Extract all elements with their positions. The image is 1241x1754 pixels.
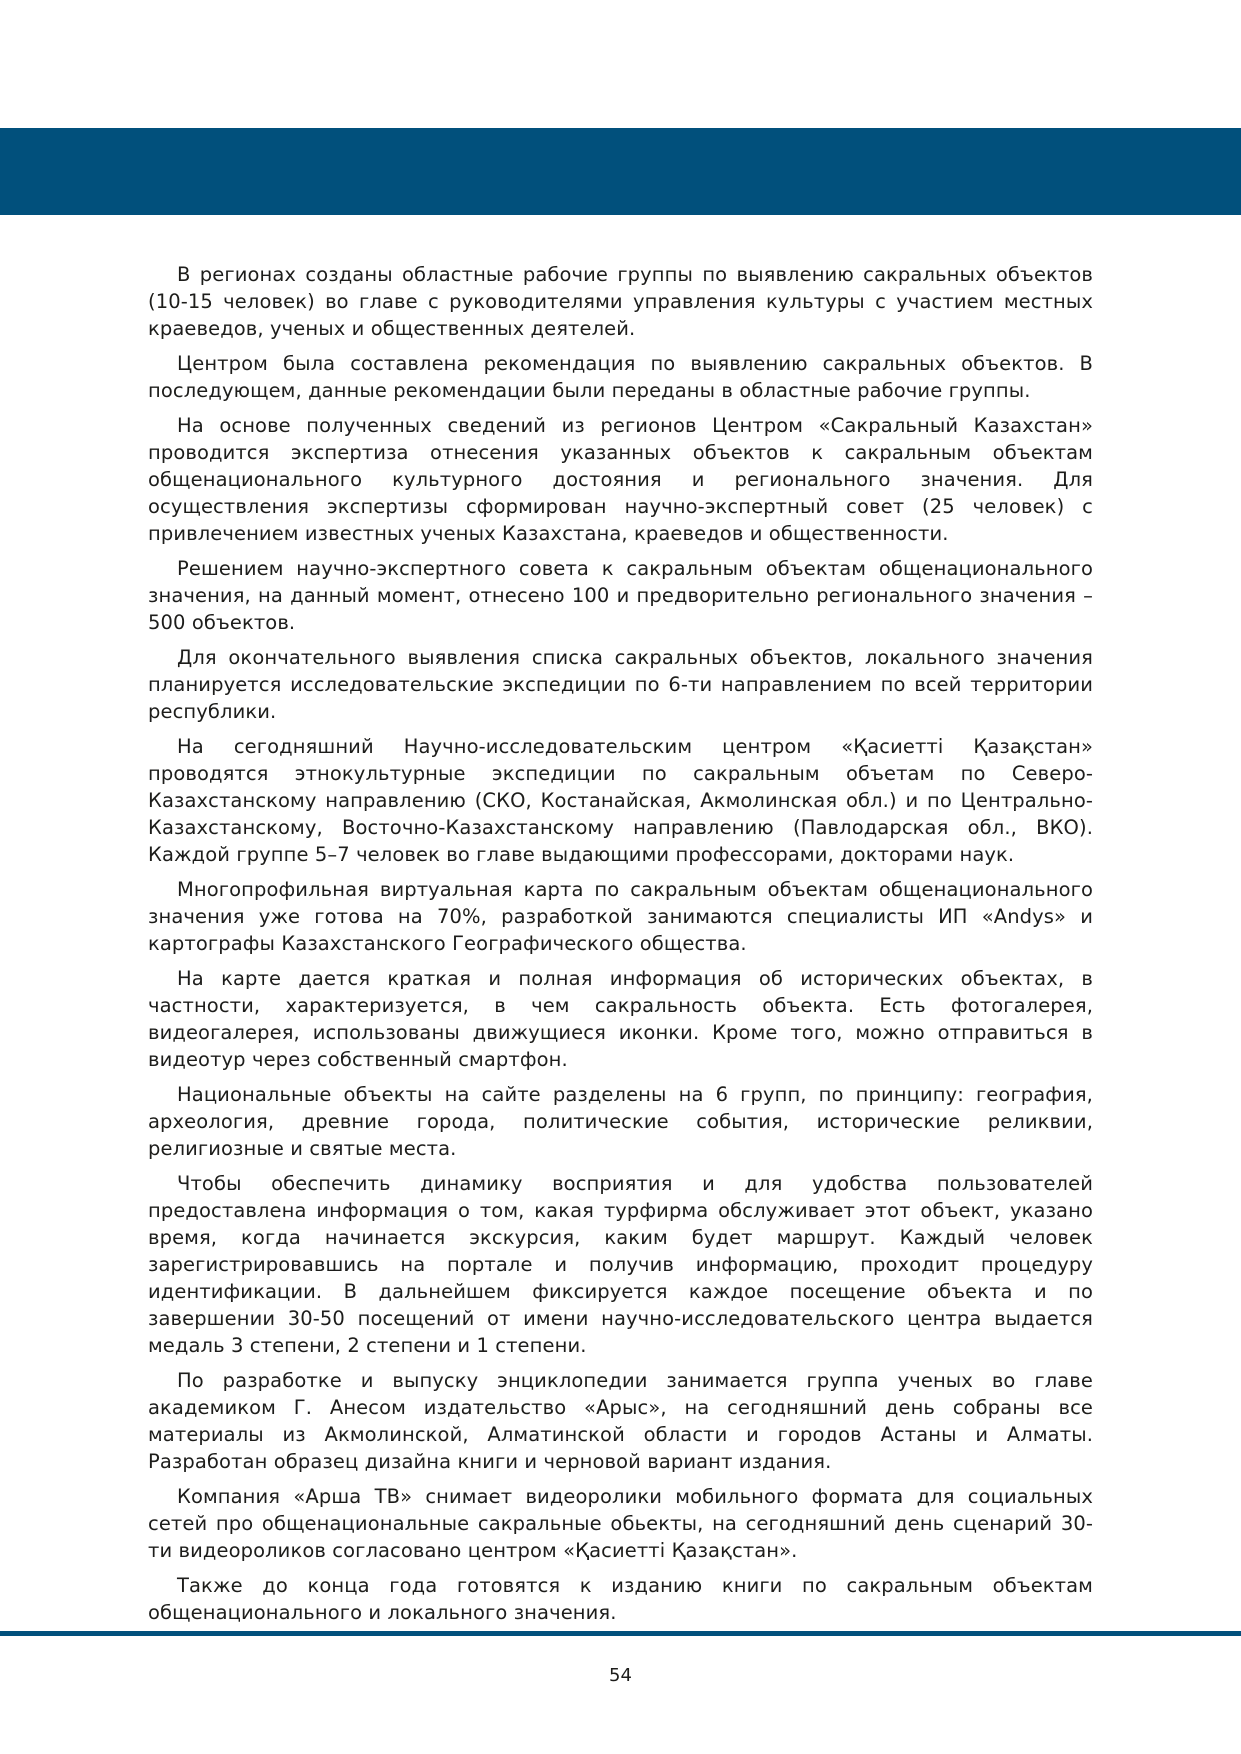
paragraph: Многопрофильная виртуальная карта по сакральным объектам общенационального значения уже готова на 70%, разработкой занимаются специалисты ИП «Andys» и картографы Казахстанского Географического общества. [148, 878, 1093, 955]
paragraph: По разработке и выпуску энциклопедии занимается группа ученых во главе академиком Г. Анесом издательство «Арыс», на сегодняшний день собраны все материалы из Акмолинской, Алматинской области и городов Астаны и Алматы. Разработан образец дизайна книги и черновой вариант издания. [148, 1369, 1093, 1473]
paragraph: Также до конца года готовятся к изданию книги по сакральным объектам общенационального и локального значения. [148, 1574, 1093, 1624]
paragraph: Чтобы обеспечить динамику восприятия и для удобства пользователей предоставлена информация о том, какая турфирма обслуживает этот объект, указано время, когда начинается экскурсия, каким будет маршрут. Каждый человек зарегистрировавшись на портале и получив информацию, проходит процедуру идентификации. В дальнейшем фиксируется каждое посещение объекта и по завершении 30-50 посещений от имени научно-исследовательского центра выдается медаль 3 степени, 2 степени и 1 степени. [148, 1172, 1093, 1357]
paragraph: На карте дается краткая и полная информация об исторических объектах, в частности, характеризуется, в чем сакральность объекта. Есть фотогалерея, видеогалерея, использованы движущиеся иконки. Кроме того, можно отправиться в видеотур через собственный смартфон. [148, 967, 1093, 1071]
header-band [0, 128, 1241, 215]
paragraph: На сегодняшний Научно-исследовательским центром «Қасиетті Қазақстан» проводятся этнокультурные экспедиции по сакральным объетам по Северо-Казахстанскому направлению (СКО, Костанайская, Акмолинская обл.) и по Центрально-Казахстанскому, Восточно-Казахстанскому направлению (Павлодарская обл., ВКО). Каждой группе 5–7 человек во главе выдающими профессорами, докторами наук. [148, 735, 1093, 866]
paragraph: Решением научно-экспертного совета к сакральным объектам общенационального значения, на данный момент, отнесено 100 и предворительно регионального значения – 500 объектов. [148, 557, 1093, 634]
paragraph: Национальные объекты на сайте разделены на 6 групп, по принципу: география, археология, древние города, политические события, исторические реликвии, религиозные и святые места. [148, 1083, 1093, 1160]
paragraph: Центром была составлена рекомендация по выявлению сакральных объектов. В последующем, данные рекомендации были переданы в областные рабочие группы. [148, 352, 1093, 402]
paragraph: На основе полученных сведений из регионов Центром «Сакральный Казахстан» проводится экспертиза отнесения указанных объектов к сакральным объектам общенационального культурного достояния и регионального значения. Для осуществления экспертизы сформирован научно-экспертный совет (25 человек) с привлечением известных ученых Казахстана, краеведов и общественности. [148, 414, 1093, 545]
paragraph: В регионах созданы областные рабочие группы по выявлению сакральных объектов (10-15 человек) во главе с руководителями управления культуры с участием местных краеведов, ученых и общественных деятелей. [148, 263, 1093, 340]
footer-rule [0, 1631, 1241, 1636]
body-text [148, 261, 1093, 1634]
paragraph: Компания «Арша ТВ» снимает видеоролики мобильного формата для социальных сетей про общенациональные сакральные обьекты, на сегодняшний день сценарий 30-ти видеороликов согласовано центром «Қасиетті Қазақстан». [148, 1485, 1093, 1562]
paragraph: Для окончательного выявления списка сакральных объектов, локального значения планируется исследовательские экспедиции по 6-ти направлением по всей территории республики. [148, 646, 1093, 723]
page-number: 54 [609, 1665, 632, 1686]
